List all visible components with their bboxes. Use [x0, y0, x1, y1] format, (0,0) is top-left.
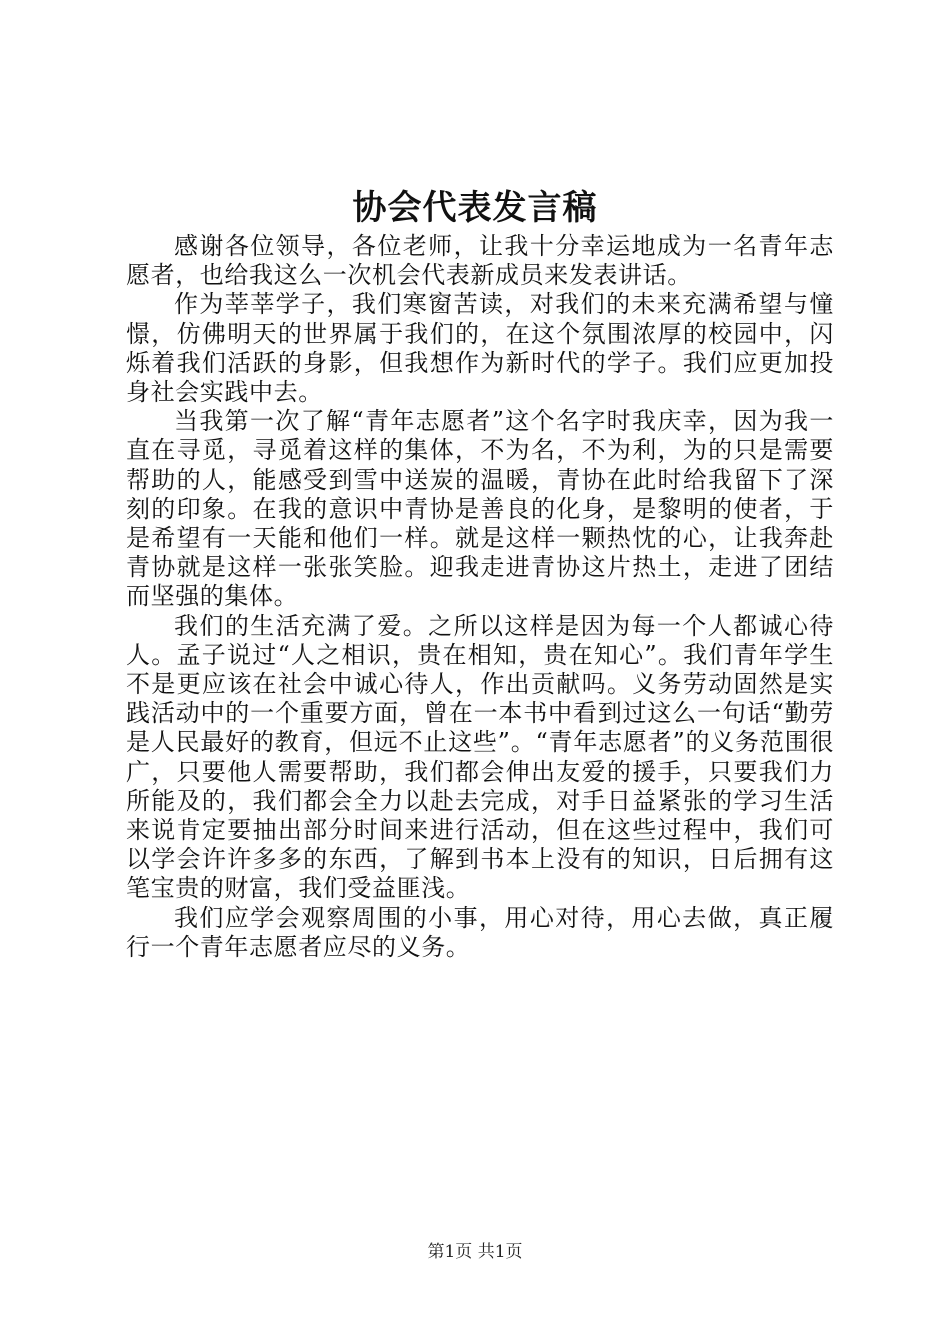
paragraph-4: 我们的生活充满了爱。之所以这样是因为每一个人都诚心待人。孟子说过“人之相识，贵在相知，贵在知心”。我们青年学生不是更应该在社会中诚心待人，作出贡献吗。义务劳动固然是实践活动中的一个重要方面，曾在一本书中看到过这么一句话“勤劳是人民最好的教育，但远不止这些”。“青年志愿者”的义务范围很广，只要他人需要帮助，我们都会伸出友爱的援手，只要我们力所能及的，我们都会全力以赴去完成，对手日益紧张的学习生活来说肯定要抽出部分时间来进行活动，但在这些过程中，我们可以学会许许多多的东西，了解到书本上没有的知识，日后拥有这笔宝贵的财富，我们受益匪浅。	[126, 611, 834, 903]
paragraph-1: 感谢各位领导，各位老师，让我十分幸运地成为一名青年志愿者，也给我这么一次机会代表新成员来发表讲话。	[126, 232, 834, 290]
document-body	[126, 232, 834, 962]
paragraph-3: 当我第一次了解“青年志愿者”这个名字时我庆幸，因为我一直在寻觅，寻觅着这样的集体，不为名，不为利，为的只是需要帮助的人，能感受到雪中送炭的温暖，青协在此时给我留下了深刻的印象。在我的意识中青协是善良的化身，是黎明的使者，于是希望有一天能和他们一样。就是这样一颗热忱的心，让我奔赴青协就是这样一张张笑脸。迎我走进青协这片热土，走进了团结而坚强的集体。	[126, 407, 834, 611]
document-title: 协会代表发言稿	[352, 188, 598, 228]
page-footer: 第1页 共1页	[427, 1242, 523, 1262]
paragraph-5: 我们应学会观察周围的小事，用心对待，用心去做，真正履行一个青年志愿者应尽的义务。	[126, 903, 834, 961]
paragraph-2: 作为莘莘学子，我们寒窗苦读，对我们的未来充满希望与憧憬，仿佛明天的世界属于我们的，在这个氛围浓厚的校园中，闪烁着我们活跃的身影，但我想作为新时代的学子。我们应更加投身社会实践中去。	[126, 290, 834, 407]
